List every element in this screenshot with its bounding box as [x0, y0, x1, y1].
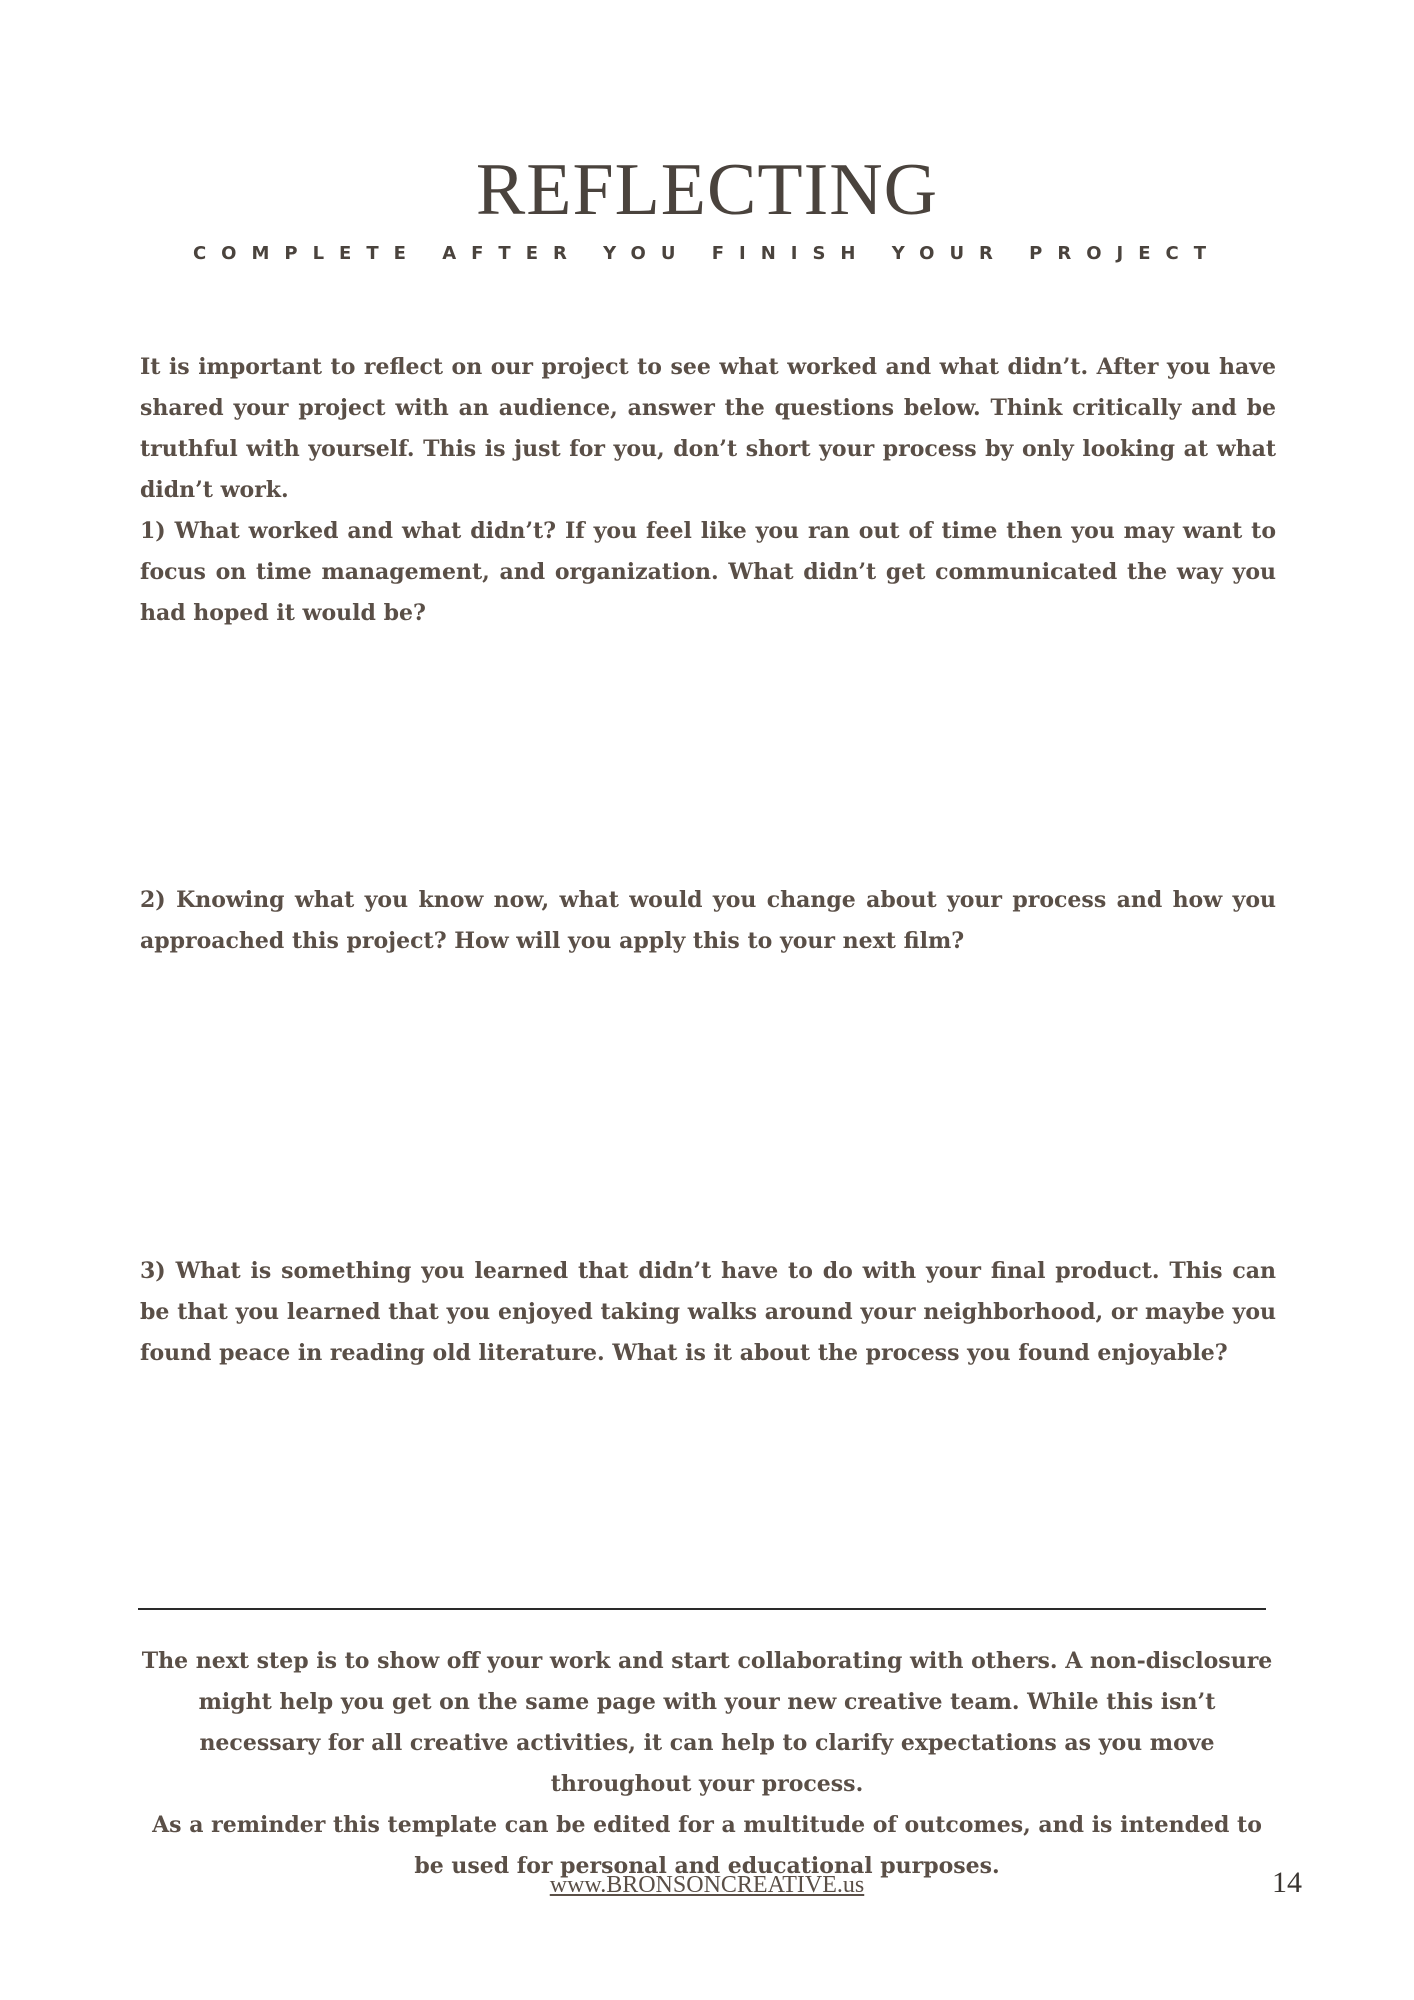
page-title: REFLECTING: [475, 149, 939, 231]
question-2: 2) Knowing what you know now, what would you change about your process and how you approached this project? How will you apply this to your next film?: [140, 887, 1276, 954]
page-number: 14: [1272, 1866, 1302, 1899]
question-3: 3) What is something you learned that didn’t have to do with your final product. This can be that you learned that you enjoyed taking walks around your neighborhood, or maybe you found peace in reading old literature. What is it about the process you found enjoyable?: [140, 1258, 1276, 1366]
footer-paragraph-reminder: As a reminder this template can be edited for a multitude of outcomes, and is intended to be used for personal and educational purposes.: [152, 1812, 1262, 1879]
footer-divider: [138, 1608, 1266, 1610]
intro-paragraph: It is important to reflect on our project to see what worked and what didn’t. After you have shared your project with an audience, answer the questions below. Think critically and be truthful with yourself. This is just for you, don’t short your process by only looking at what didn’t work.: [140, 354, 1276, 503]
footer-notes: [138, 1641, 1276, 1887]
footer-paragraph-next-step: The next step is to show off your work and start collaborating with others. A non-disclosure might help you get on the same page with your new creative team. While this isn’t necessary for all creative activities, it can help to clarify expectations as you move throughout your process.: [141, 1648, 1273, 1797]
question-1: 1) What worked and what didn’t? If you feel like you ran out of time then you may want to focus on time management, and organization. What didn’t get communicated the way you had hoped it would be?: [140, 518, 1276, 626]
page-subtitle: COMPLETE AFTER YOU FINISH YOUR PROJECT: [192, 243, 1222, 264]
website-link[interactable]: www.BRONSONCREATIVE.us: [549, 1872, 865, 1898]
